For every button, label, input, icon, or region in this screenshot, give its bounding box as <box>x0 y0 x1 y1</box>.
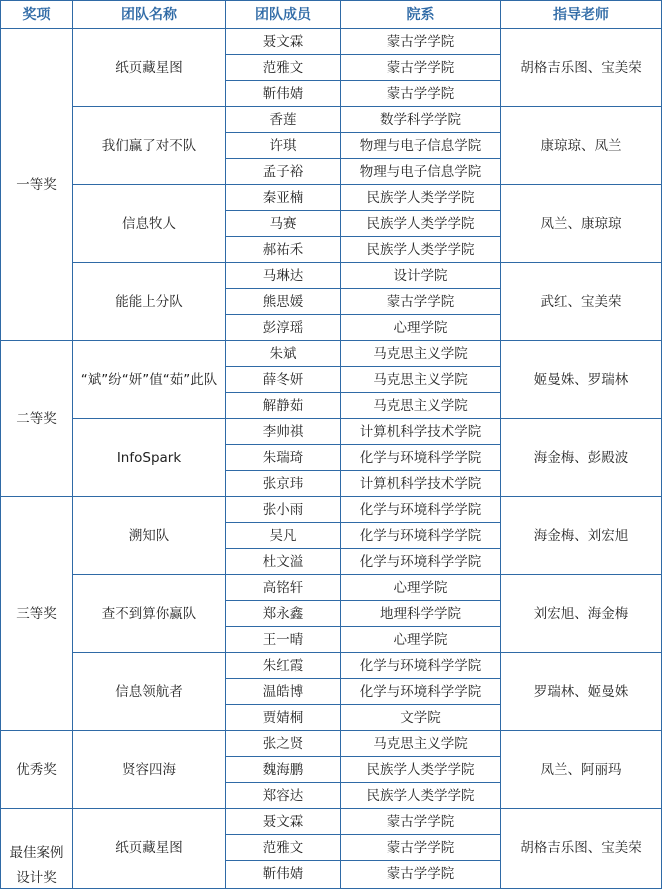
award-label: 三等奖 <box>1 497 73 731</box>
header-department: 院系 <box>341 1 501 29</box>
member-name: 马赛 <box>226 211 341 237</box>
member-department: 蒙古学学院 <box>341 55 501 81</box>
member-name: 魏海鹏 <box>226 757 341 783</box>
member-name: 张小雨 <box>226 497 341 523</box>
team-name: 贤容四海 <box>73 731 226 809</box>
member-name: 聂文霖 <box>226 809 341 835</box>
member-department: 心理学院 <box>341 627 501 653</box>
member-department: 物理与电子信息学院 <box>341 159 501 185</box>
member-department: 蒙古学学院 <box>341 289 501 315</box>
member-name: 张京玮 <box>226 471 341 497</box>
table-row <box>1 419 662 445</box>
member-department: 化学与环境科学学院 <box>341 445 501 471</box>
member-department: 马克思主义学院 <box>341 393 501 419</box>
member-name: 熊思媛 <box>226 289 341 315</box>
member-name: 许琪 <box>226 133 341 159</box>
member-department: 马克思主义学院 <box>341 367 501 393</box>
team-name: 纸页藏星图 <box>73 809 226 889</box>
table-row <box>1 575 662 601</box>
team-name: 溯知队 <box>73 497 226 575</box>
member-name: 贾婧桐 <box>226 705 341 731</box>
award-label-line2: 设计奖 <box>1 861 73 889</box>
member-department: 化学与环境科学学院 <box>341 523 501 549</box>
table-row <box>1 653 662 679</box>
member-name: 朱瑞琦 <box>226 445 341 471</box>
advisor: 康琼琼、凤兰 <box>501 107 662 185</box>
member-name: 范雅文 <box>226 835 341 861</box>
member-name: 王一晴 <box>226 627 341 653</box>
member-department: 蒙古学学院 <box>341 861 501 889</box>
table-row <box>1 809 662 835</box>
table-row <box>1 107 662 133</box>
team-name: 能能上分队 <box>73 263 226 341</box>
member-department: 物理与电子信息学院 <box>341 133 501 159</box>
member-name: 吴凡 <box>226 523 341 549</box>
member-name: 朱斌 <box>226 341 341 367</box>
team-name: InfoSpark <box>73 419 226 497</box>
member-name: 薛冬妍 <box>226 367 341 393</box>
member-department: 数学科学学院 <box>341 107 501 133</box>
table-row <box>1 341 662 367</box>
member-department: 蒙古学学院 <box>341 29 501 55</box>
member-name: 解静茹 <box>226 393 341 419</box>
member-name: 李帅祺 <box>226 419 341 445</box>
member-name: 秦亚楠 <box>226 185 341 211</box>
table-row <box>1 185 662 211</box>
award-label-line1: 最佳案例 <box>1 809 73 861</box>
award-label: 二等奖 <box>1 341 73 497</box>
member-department: 心理学院 <box>341 315 501 341</box>
advisor: 武红、宝美荣 <box>501 263 662 341</box>
member-department: 计算机科学技术学院 <box>341 419 501 445</box>
member-department: 马克思主义学院 <box>341 731 501 757</box>
advisor: 罗瑞林、姬曼姝 <box>501 653 662 731</box>
member-department: 心理学院 <box>341 575 501 601</box>
advisor: 胡格吉乐图、宝美荣 <box>501 809 662 889</box>
team-name: “斌”纷“妍”值“茹”此队 <box>73 341 226 419</box>
member-name: 香莲 <box>226 107 341 133</box>
member-name: 郑容达 <box>226 783 341 809</box>
header-advisor: 指导老师 <box>501 1 662 29</box>
member-department: 民族学人类学学院 <box>341 783 501 809</box>
member-name: 朱红霞 <box>226 653 341 679</box>
member-name: 温皓博 <box>226 679 341 705</box>
award-label: 优秀奖 <box>1 731 73 809</box>
header-team-name: 团队名称 <box>73 1 226 29</box>
advisor: 凤兰、阿丽玛 <box>501 731 662 809</box>
member-department: 民族学人类学学院 <box>341 185 501 211</box>
member-department: 蒙古学学院 <box>341 835 501 861</box>
team-name: 纸页藏星图 <box>73 29 226 107</box>
member-name: 范雅文 <box>226 55 341 81</box>
member-department: 马克思主义学院 <box>341 341 501 367</box>
header-members: 团队成员 <box>226 1 341 29</box>
table-row <box>1 497 662 523</box>
member-department: 文学院 <box>341 705 501 731</box>
member-name: 聂文霖 <box>226 29 341 55</box>
header-row <box>1 1 662 29</box>
award-label: 一等奖 <box>1 29 73 341</box>
advisor: 凤兰、康琼琼 <box>501 185 662 263</box>
advisor: 海金梅、刘宏旭 <box>501 497 662 575</box>
team-name: 信息领航者 <box>73 653 226 731</box>
member-name: 马琳达 <box>226 263 341 289</box>
member-department: 蒙古学学院 <box>341 81 501 107</box>
member-department: 计算机科学技术学院 <box>341 471 501 497</box>
member-department: 设计学院 <box>341 263 501 289</box>
table-row <box>1 263 662 289</box>
advisor: 胡格吉乐图、宝美荣 <box>501 29 662 107</box>
advisor: 刘宏旭、海金梅 <box>501 575 662 653</box>
member-department: 民族学人类学学院 <box>341 211 501 237</box>
member-department: 化学与环境科学学院 <box>341 497 501 523</box>
member-department: 地理科学学院 <box>341 601 501 627</box>
table-row <box>1 29 662 55</box>
member-name: 靳伟婧 <box>226 81 341 107</box>
team-name: 查不到算你赢队 <box>73 575 226 653</box>
member-department: 民族学人类学学院 <box>341 757 501 783</box>
member-name: 彭淳瑶 <box>226 315 341 341</box>
header-award: 奖项 <box>1 1 73 29</box>
advisor: 海金梅、彭殿波 <box>501 419 662 497</box>
member-name: 张之贤 <box>226 731 341 757</box>
member-name: 靳伟婧 <box>226 861 341 889</box>
advisor: 姬曼姝、罗瑞林 <box>501 341 662 419</box>
member-name: 郝祐禾 <box>226 237 341 263</box>
table-row <box>1 731 662 757</box>
member-department: 蒙古学学院 <box>341 809 501 835</box>
member-name: 高铭轩 <box>226 575 341 601</box>
member-name: 杜文溢 <box>226 549 341 575</box>
member-name: 郑永鑫 <box>226 601 341 627</box>
member-name: 孟子裕 <box>226 159 341 185</box>
team-name: 信息牧人 <box>73 185 226 263</box>
member-department: 化学与环境科学学院 <box>341 653 501 679</box>
member-department: 化学与环境科学学院 <box>341 679 501 705</box>
member-department: 民族学人类学学院 <box>341 237 501 263</box>
team-name: 我们赢了对不队 <box>73 107 226 185</box>
member-department: 化学与环境科学学院 <box>341 549 501 575</box>
